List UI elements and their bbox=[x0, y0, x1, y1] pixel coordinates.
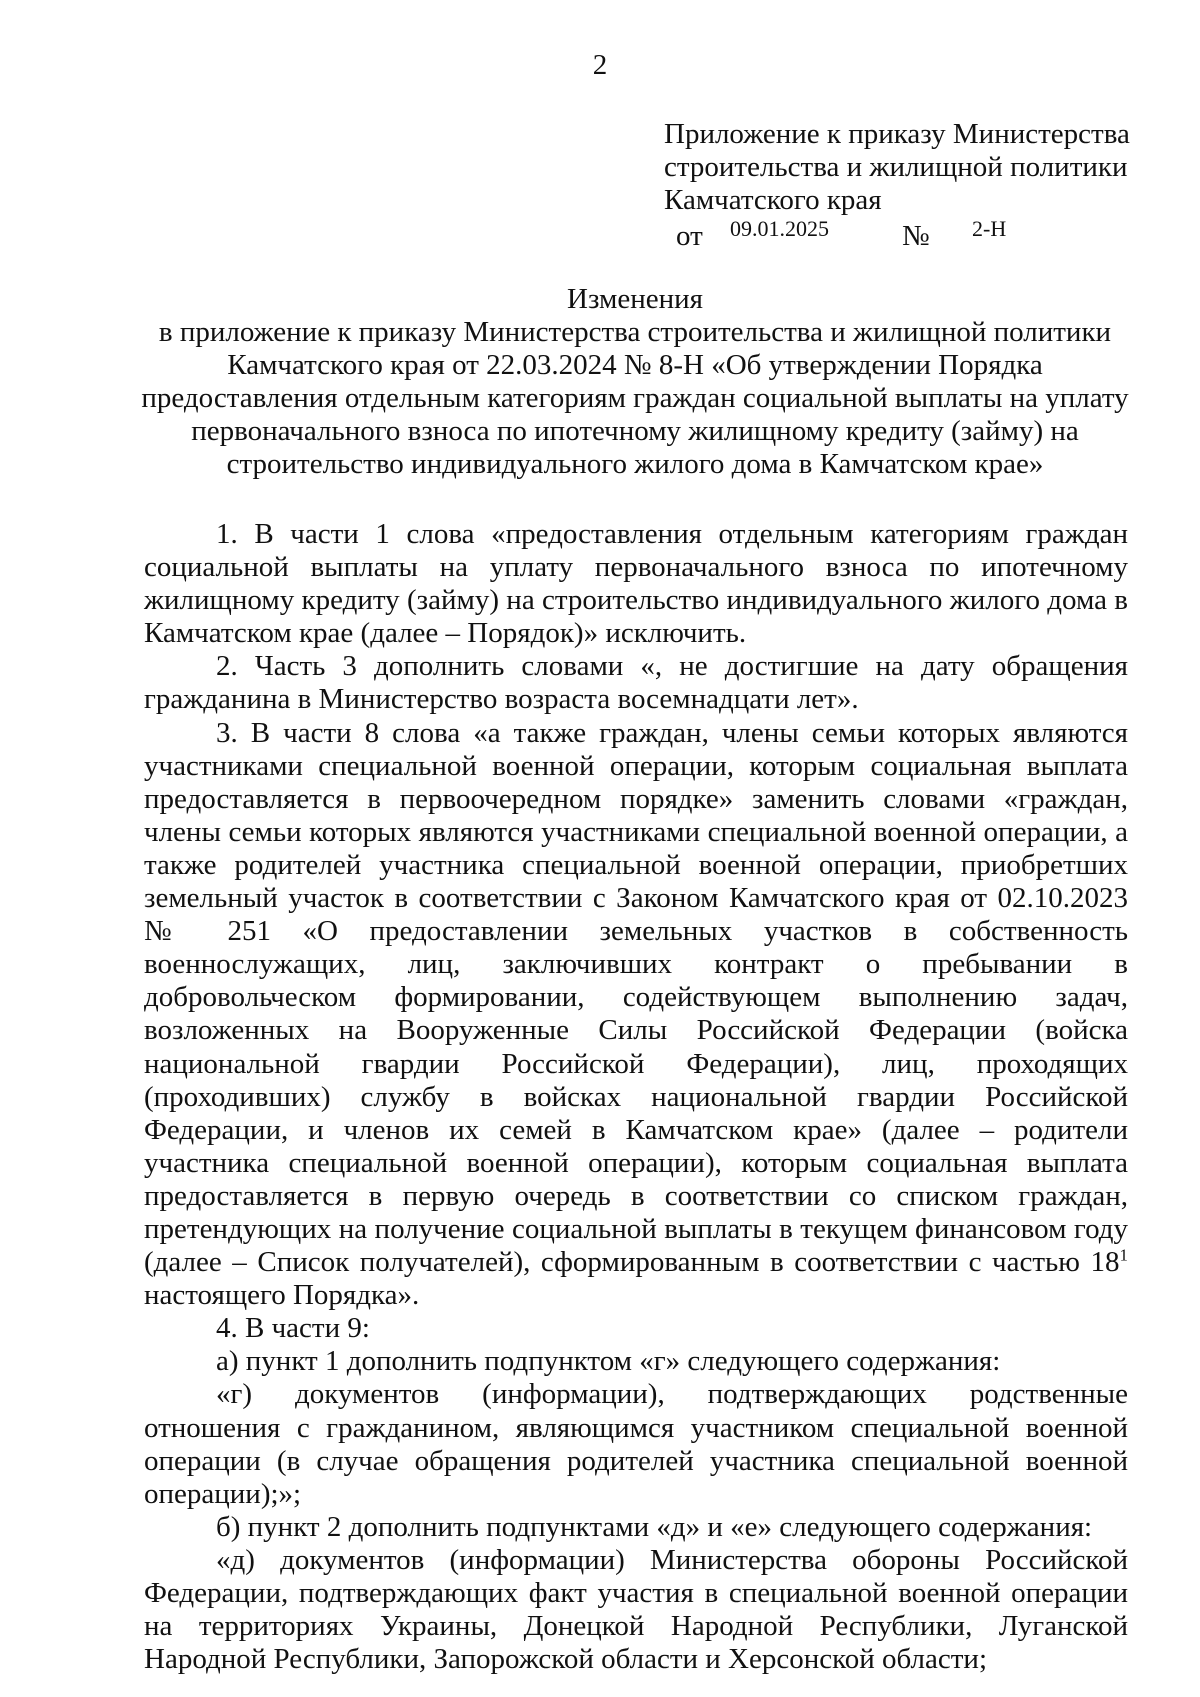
number-label: № bbox=[902, 220, 930, 252]
order-number: 2-Н bbox=[972, 216, 1007, 241]
paragraph-4a: а) пункт 1 дополнить подпунктом «г» следующего содержания: bbox=[216, 1345, 1001, 1378]
paragraph-4b: б) пункт 2 дополнить подпунктами «д» и «е» следующего содержания: bbox=[216, 1510, 1093, 1543]
title-line: в приложение к приказу Министерства строительства и жилищной политики bbox=[158, 316, 1112, 348]
paragraph-4: 4. В части 9: bbox=[216, 1312, 370, 1345]
paragraph-3 bbox=[144, 717, 1128, 1313]
document-title bbox=[140, 283, 1130, 481]
from-label: от bbox=[676, 220, 703, 252]
paragraph-3-tail: настоящего Порядка». bbox=[144, 1279, 420, 1312]
paragraph-1: 1. В части 1 слова «предоставления отдельным категориям граждан социальной выплаты на уплату первоначального взноса по ипотечному жилищному кредиту (займу) на строительство индивидуального жилого дома в Камчатском крае (далее – Порядок)» исключить. bbox=[144, 518, 1128, 650]
title-line: предоставления отдельным категориям граждан социальной выплаты на уплату bbox=[141, 382, 1129, 414]
paragraph-4b-d: «д) документов (информации) Министерства обороны Российской Федерации, подтверждающих факт участия в специальной военной операции на территориях Украины, Донецкой Народной Республики, Луганской Народной Республики, Запорожской области и Херсонской области; bbox=[144, 1543, 1128, 1676]
appendix-line: строительства и жилищной политики bbox=[664, 151, 1128, 183]
title-line: Камчатского края от 22.03.2024 № 8-Н «Об утверждении Порядка bbox=[227, 349, 1043, 381]
title-line: первоначального взноса по ипотечному жилищному кредиту (займу) на bbox=[191, 415, 1079, 447]
paragraph-4a-g: «г) документов (информации), подтверждающих родственные отношения с гражданином, являющимся участником специальной военной операции (в случае обращения родителей участника специальной военной операции);»; bbox=[144, 1378, 1128, 1510]
appendix-line: Приложение к приказу Министерства bbox=[664, 118, 1130, 150]
page-number: 2 bbox=[592, 49, 608, 81]
paragraph-3-text: 3. В части 8 слова «а также граждан, члены семьи которых являются участниками специальной военной операции, которым социальная выплата предоставляется в первоочередном порядке» заменить словами «граждан, члены семьи которых являются участниками специальной военной операции, а также родителей участника специальной военной операции, приобретших земельный участок в соответствии с Законом Камчатского края от 02.10.2023 № 251 «О предоставлении земельных участков в собственность военнослужащих, лиц, заключивших контракт о пребывании в добровольческом формировании, содействующем выполнению задач, возложенных на Вооруженные Силы Российской Федерации (войска национальной гвардии Российской Федерации), лиц, проходящих (проходивших) службу в войсках национальной гвардии Российской Федерации, и членов их семей в Камчатском крае» (далее – родители участника специальной военной операции), которым социальная выплата предоставляется в первую очередь в соответствии со списком граждан, претендующих на получение социальной выплаты в текущем финансовом году (далее – Список получателей), сформированным в соответствии с частью 18 bbox=[144, 716, 1128, 1279]
paragraph-3-superscript: 1 bbox=[1119, 1245, 1128, 1265]
appendix-line: Камчатского края bbox=[664, 184, 882, 216]
title-line: строительство индивидуального жилого дома в Камчатском крае» bbox=[226, 448, 1044, 480]
paragraph-2: 2. Часть 3 дополнить словами «, не достигшие на дату обращения гражданина в Министерство возраста восемнадцати лет». bbox=[144, 650, 1128, 716]
appendix-block bbox=[664, 118, 1130, 217]
document-body bbox=[144, 518, 1128, 1676]
title-line: Изменения bbox=[567, 283, 703, 315]
order-date: 09.01.2025 bbox=[730, 216, 829, 241]
appendix-meta bbox=[676, 214, 1076, 252]
